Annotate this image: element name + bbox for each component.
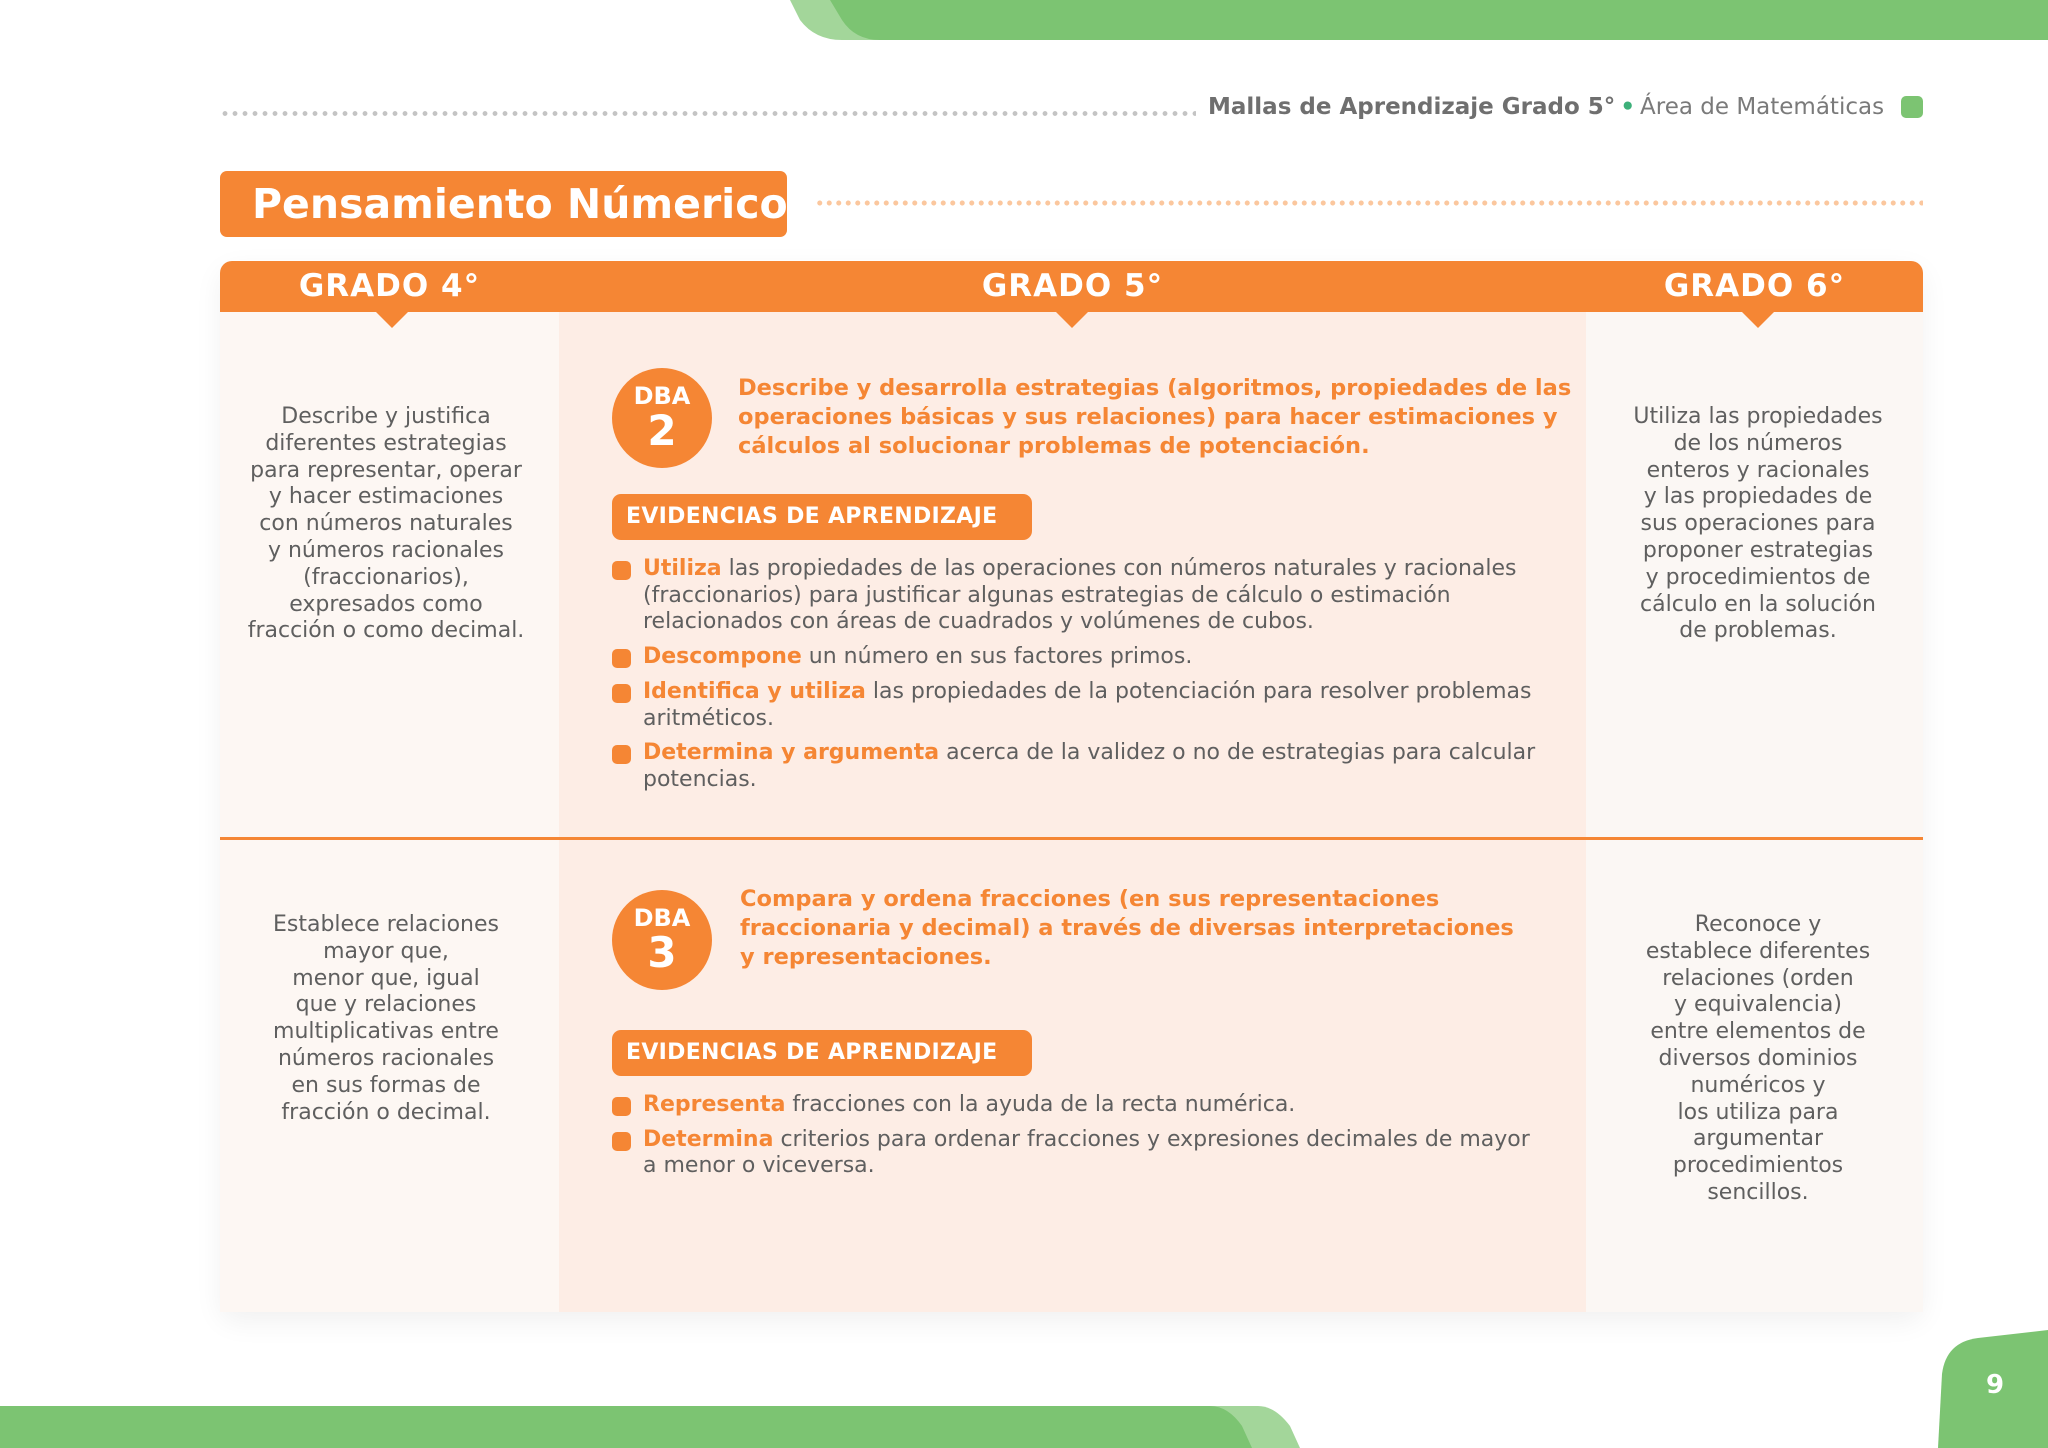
dba-badge-label: DBA bbox=[633, 382, 691, 410]
evidence-text: las propiedades de la potenciación para resolver problemas aritméticos. bbox=[643, 678, 1532, 731]
grade4-description: Describe y justifica diferentes estrategias para representar, operar y hacer estimaciones con números naturales y números racionales (fraccionarios), expresados como fracción o como decimal. bbox=[247, 404, 525, 644]
row-divider bbox=[220, 837, 1923, 840]
grade5-heading: GRADO 5° bbox=[981, 268, 1164, 304]
evidence-text: las propiedades de las operaciones con números naturales y racionales (fraccionarios) para justificar algunas estrategias de cálculo o estimación relacionados con áreas de cuadrados y volúmenes de cubos. bbox=[643, 556, 1517, 635]
dba-badge-number: 2 bbox=[647, 406, 677, 455]
dba-badge-label: DBA bbox=[633, 904, 691, 932]
header-title: Mallas de Aprendizaje Grado 5° bbox=[1208, 94, 1616, 120]
evidence-verb: Determina y argumenta bbox=[643, 740, 940, 766]
bullet-square-icon bbox=[612, 684, 631, 703]
page-number: 9 bbox=[1985, 1370, 2005, 1400]
evidence-verb: Utiliza bbox=[643, 556, 722, 581]
section-title: Pensamiento Númerico bbox=[220, 171, 787, 237]
grade6-heading: GRADO 6° bbox=[1663, 268, 1846, 304]
evidence-label: EVIDENCIAS DE APRENDIZAJE bbox=[612, 494, 1032, 540]
dba-statement: Compara y ordena fracciones (en sus representaciones fraccionaria y decimal) a través de diversas interpretaciones y representaciones. bbox=[740, 886, 1514, 970]
dba-statement: Describe y desarrolla estrategias (algoritmos, propiedades de las operaciones básicas y sus relaciones) para hacer estimaciones y cálculos al solucionar problemas de potenciación. bbox=[738, 375, 1572, 459]
evidence-item bbox=[612, 644, 1572, 671]
evidence-item bbox=[612, 1092, 1572, 1119]
evidence-verb: Representa bbox=[643, 1092, 786, 1117]
header-area: Área de Matemáticas bbox=[1640, 94, 1885, 120]
grade5-pointer bbox=[1054, 310, 1090, 328]
bottom-decorative-bar bbox=[0, 1406, 2048, 1448]
grade4-description: Establece relaciones mayor que, menor que, igual que y relaciones multiplicativas entre números racionales en sus formas de fracción o decimal. bbox=[272, 912, 499, 1125]
grade6-description: Utiliza las propiedades de los números enteros y racionales y las propiedades de sus operaciones para proponer estrategias y procedimientos de cálculo en la solución de problemas. bbox=[1633, 404, 1883, 644]
bullet-square-icon bbox=[612, 1132, 631, 1151]
evidence-list bbox=[612, 1092, 1572, 1188]
evidence-text: acerca de la validez o no de estrategias para calcular potencias. bbox=[643, 740, 1536, 792]
evidence-item bbox=[612, 740, 1572, 793]
evidence-label: EVIDENCIAS DE APRENDIZAJE bbox=[612, 1030, 1032, 1076]
grade6-pointer bbox=[1740, 310, 1776, 328]
grade4-heading: GRADO 4° bbox=[298, 268, 481, 304]
evidence-item bbox=[612, 1127, 1572, 1180]
top-decorative-bar bbox=[0, 0, 2048, 40]
evidence-verb: Descompone bbox=[643, 644, 802, 670]
bullet-square-icon bbox=[612, 745, 631, 764]
dba-badge bbox=[612, 368, 712, 468]
evidence-text: criterios para ordenar fracciones y expresiones decimales de mayor a menor o viceversa. bbox=[643, 1126, 1530, 1179]
evidence-text: un número en sus factores primos. bbox=[801, 644, 1193, 670]
bullet-square-icon bbox=[612, 649, 631, 668]
evidence-item bbox=[612, 556, 1572, 636]
title-dotted-rule bbox=[815, 200, 1923, 206]
evidence-verb: Identifica y utiliza bbox=[643, 678, 866, 704]
bullet-square-icon bbox=[612, 1097, 631, 1116]
header-dotted-rule bbox=[220, 111, 1196, 116]
grade6-description: Reconoce y establece diferentes relaciones (orden y equivalencia) entre elementos de diversos dominios numéricos y los utiliza para argumentar procedimientos sencillos. bbox=[1645, 912, 1871, 1205]
bullet-square-icon bbox=[612, 561, 631, 580]
evidence-list bbox=[612, 556, 1572, 802]
document-header bbox=[1208, 90, 1884, 124]
header-separator: • bbox=[1620, 94, 1636, 120]
evidence-text: fracciones con la ayuda de la recta numérica. bbox=[785, 1092, 1296, 1117]
dba-badge bbox=[612, 890, 712, 990]
evidence-verb: Determina bbox=[643, 1126, 774, 1152]
dba-badge-number: 3 bbox=[647, 928, 677, 977]
evidence-item bbox=[612, 679, 1572, 732]
header-square-icon bbox=[1901, 96, 1923, 118]
grade4-pointer bbox=[374, 310, 410, 328]
